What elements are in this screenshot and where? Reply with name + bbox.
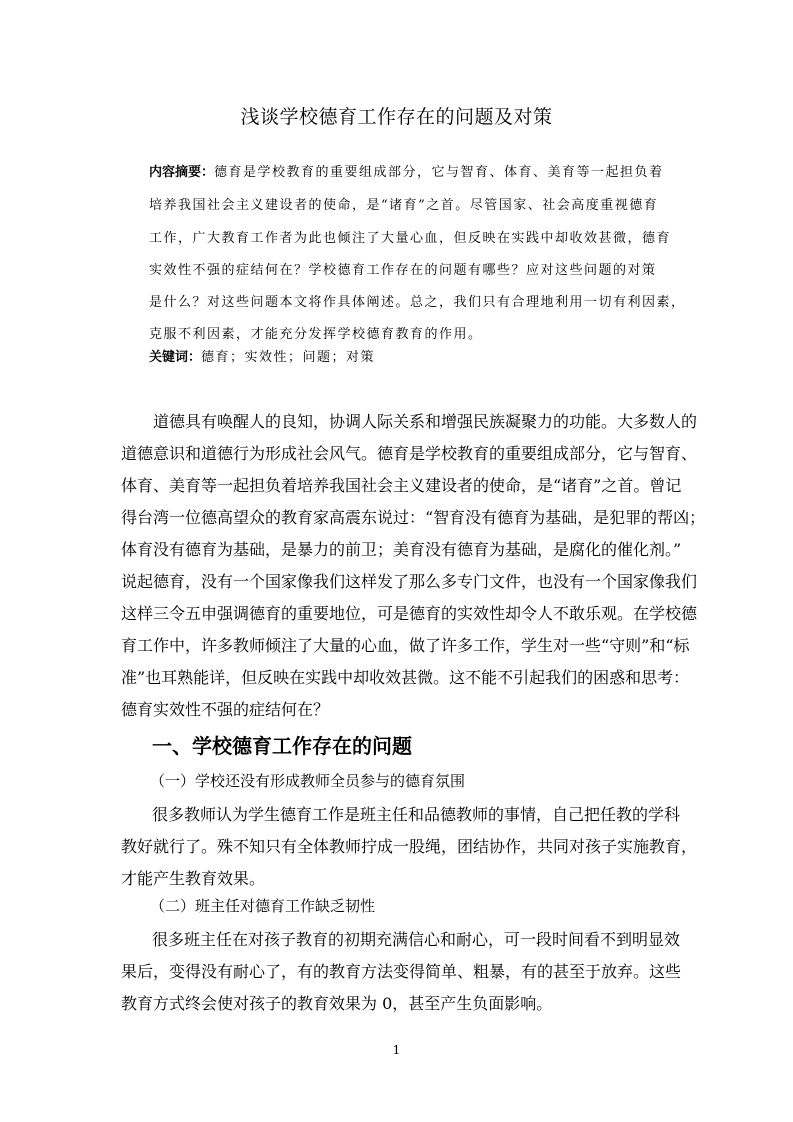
abstract-text: 德育是学校教育的重要组成部分，它与智育、体育、美育等一起担负着 (214, 165, 664, 180)
intro-line: 这样三令五申强调德育的重要地位，可是德育的实效性却令人不敢乐观。在学校德 (121, 604, 698, 623)
section-heading: 一、学校德育工作存在的问题 (152, 734, 412, 758)
keywords-line (149, 349, 659, 367)
keywords-text: 德育；实效性；问题；对策 (201, 350, 376, 365)
intro-line: 道德意识和道德行为形成社会风气。德育是学校教育的重要组成部分，它与智育、 (121, 444, 698, 463)
intro-line: 育工作中，许多教师倾注了大量的心血，做了许多工作，学生对一些“守则”和“标 (121, 636, 690, 655)
intro-line: 说起德育，没有一个国家像我们这样发了那么多专门文件，也没有一个国家像我们 (121, 572, 698, 591)
subsection-heading: （一）学校还没有形成教师全员参与的德育氛围 (150, 772, 466, 790)
abstract-line: 克服不利因素，才能充分发挥学校德育教育的作用。 (149, 327, 483, 342)
subsection-line: 很多教师认为学生德育工作是班主任和品德教师的事情，自己把任教的学科 (152, 805, 681, 824)
subsection-line: 很多班主任在对孩子教育的初期充满信心和耐心，可一段时间看不到明显效 (152, 930, 681, 949)
subsection-line: 才能产生教育效果。 (121, 869, 266, 888)
subsection-line: 果后，变得没有耐心了，有的教育方法变得简单、粗暴，有的甚至于放弃。这些 (121, 962, 682, 981)
subsection-line: 教好就行了。殊不知只有全体教师拧成一股绳，团结协作，共同对孩子实施教育， (121, 837, 698, 856)
abstract-line: 是什么？对这些问题本文将作具体阐述。总之，我们只有合理地利用一切有利因素， (149, 295, 686, 310)
abstract-label: 内容摘要： (149, 165, 215, 180)
subsection-heading: （二）班主任对德育工作缺乏韧性 (150, 897, 376, 915)
abstract-line: 培养我国社会主义建设者的使命，是“诸育”之首。尽管国家、社会高度重视德育 (149, 198, 659, 213)
keywords-label: 关键词： (149, 350, 202, 365)
intro-line: 得台湾一位德高望众的教育家高震东说过：“智育没有德育为基础，是犯罪的帮凶； (121, 508, 706, 527)
intro-line: 德育实效性不强的症结何在？ (121, 700, 330, 719)
intro-line: 准”也耳熟能详，但反映在实践中却收效甚微。这不能不引起我们的困惑和思考： (121, 668, 690, 687)
intro-line: 道德具有唤醒人的良知，协调人际关系和增强民族凝聚力的功能。大多数人的 (153, 412, 698, 431)
subsection-line: 教育方式终会使对孩子的教育效果为 0，甚至产生负面影响。 (121, 994, 553, 1013)
intro-line: 体育没有德育为基础，是暴力的前卫；美育没有德育为基础，是腐化的催化剂。” (121, 540, 682, 559)
document-title: 浅谈学校德育工作存在的问题及对策 (240, 106, 553, 128)
intro-line: 体育、美育等一起担负着培养我国社会主义建设者的使命，是“诸育”之首。曾记 (121, 476, 682, 495)
abstract-line (149, 164, 664, 182)
abstract-line: 工作，广大教育工作者为此也倾注了大量心血，但反映在实践中却收效甚微，德育 (149, 231, 672, 246)
page-number: 1 (392, 1043, 401, 1057)
abstract-line: 实效性不强的症结何在？学校德育工作存在的问题有哪些？应对这些问题的对策 (149, 263, 657, 278)
